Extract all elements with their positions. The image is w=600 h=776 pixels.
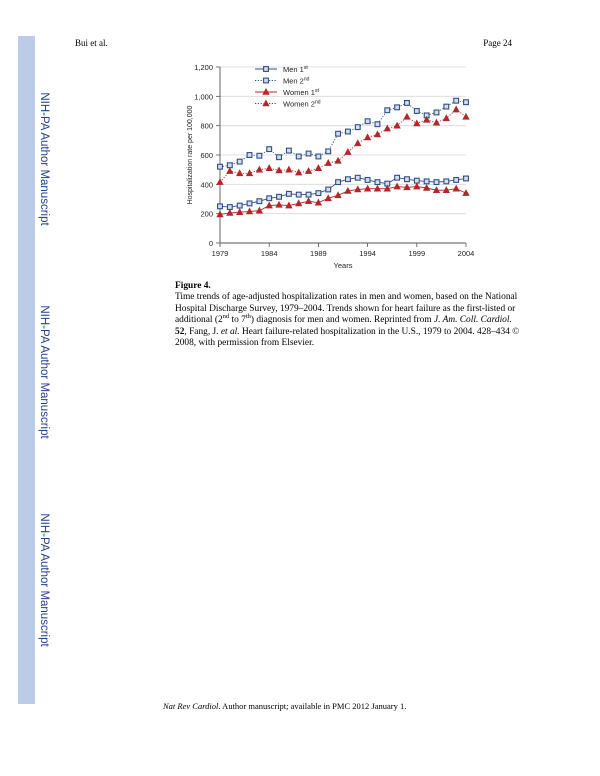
data-point <box>247 201 252 206</box>
data-point <box>336 131 341 136</box>
y-tick-label: 400 <box>200 180 213 190</box>
y-tick-label: 1,200 <box>194 63 213 72</box>
data-point <box>306 198 312 204</box>
series-0 <box>218 175 469 209</box>
data-point <box>375 122 380 127</box>
running-header-authors: Bui et al. <box>75 38 108 48</box>
data-point <box>247 153 252 158</box>
caption-sup: th <box>245 313 251 321</box>
data-point <box>325 160 331 166</box>
x-axis-label: Years <box>333 261 353 270</box>
data-point <box>404 114 410 120</box>
data-point <box>306 168 312 174</box>
volume-number: 52 <box>175 326 185 337</box>
data-point <box>454 98 459 103</box>
footer-journal: Nat Rev Cardiol <box>163 701 219 711</box>
et-al: et al. <box>220 326 240 337</box>
data-point <box>444 104 449 109</box>
caption-text: Time trends of age-adjusted hospitalization rates in men and women, based on the National Hospital Discharge Survey, 1979–2004. Trends shown for heart failure as the first-listed or additional (2 <box>175 292 518 326</box>
sidebar-label: NIH-PA Author Manuscript <box>38 92 50 226</box>
data-point <box>355 175 360 180</box>
data-point <box>256 208 262 214</box>
data-point <box>464 176 469 181</box>
journal-name: J. Am. Coll. Cardiol. <box>433 315 512 326</box>
caption-text: ) diagnosis for men and women. Reprinted from <box>250 315 434 326</box>
data-point <box>276 202 282 208</box>
data-point <box>463 190 469 196</box>
series-layer <box>217 98 469 216</box>
data-point <box>316 191 321 196</box>
data-point <box>277 155 282 160</box>
caption-text: Heart failure-related hospitalization in the U.S., 1979 to 2004. 428–434 © 2008, with permission from Elsevier. <box>175 326 520 349</box>
caption-text: , Fang, J. <box>184 326 221 337</box>
data-point <box>434 110 439 115</box>
series-1 <box>218 98 469 169</box>
data-point <box>286 166 292 172</box>
legend-label: Women 2nd <box>283 99 321 109</box>
data-point <box>463 114 469 120</box>
data-point <box>326 187 331 192</box>
data-point <box>453 106 459 112</box>
data-point <box>414 109 419 114</box>
data-point <box>286 148 291 153</box>
data-point <box>385 108 390 113</box>
data-point <box>346 177 351 182</box>
x-tick-label: 1984 <box>260 249 278 258</box>
data-point <box>355 140 361 146</box>
legend-marker <box>264 78 269 83</box>
data-point <box>433 120 439 126</box>
data-point <box>454 178 459 183</box>
data-point <box>414 178 419 183</box>
page-footer <box>163 701 406 711</box>
series-3 <box>217 106 469 184</box>
data-point <box>336 180 341 185</box>
legend <box>255 65 321 109</box>
y-tick-label: 1,000 <box>194 92 213 102</box>
data-point <box>355 125 360 130</box>
x-tick-label: 1994 <box>359 249 376 258</box>
data-point <box>267 147 272 152</box>
data-point <box>365 134 371 140</box>
data-point <box>453 186 459 192</box>
data-point <box>434 180 439 185</box>
caption-text: to 7 <box>229 315 246 326</box>
data-point <box>395 175 400 180</box>
y-axis-label: Hospitalization rate per 100,000 <box>187 105 194 205</box>
data-point <box>227 205 232 210</box>
data-point <box>315 165 321 171</box>
x-tick-label: 2004 <box>457 249 475 258</box>
y-tick-label: 0 <box>208 239 213 248</box>
data-point <box>316 154 321 159</box>
caption-sup: nd <box>222 313 230 321</box>
x-tick-label: 1989 <box>310 249 327 258</box>
axes <box>194 63 474 258</box>
data-point <box>277 194 282 199</box>
data-point <box>296 154 301 159</box>
data-point <box>375 180 380 185</box>
data-point <box>443 115 449 121</box>
data-point <box>257 153 262 158</box>
data-point <box>227 163 232 168</box>
data-point <box>257 199 262 204</box>
page-number: Page 24 <box>483 38 512 48</box>
data-point <box>346 129 351 134</box>
data-point <box>395 105 400 110</box>
data-point <box>306 151 311 156</box>
data-point <box>218 164 223 169</box>
data-point <box>306 192 311 197</box>
data-point <box>374 131 380 137</box>
y-tick-label: 800 <box>200 121 213 131</box>
data-point <box>296 192 301 197</box>
data-point <box>237 203 242 208</box>
data-point <box>365 119 370 124</box>
data-point <box>365 178 370 183</box>
data-point <box>405 177 410 182</box>
data-point <box>405 101 410 106</box>
y-tick-label: 200 <box>200 209 213 219</box>
data-point <box>218 204 223 209</box>
data-point <box>237 159 242 164</box>
data-point <box>335 192 341 198</box>
data-point <box>326 149 331 154</box>
data-point <box>464 100 469 105</box>
gridlines <box>220 64 466 214</box>
legend-marker <box>264 67 269 72</box>
sidebar-label: NIH-PA Author Manuscript <box>38 513 50 647</box>
series-2 <box>217 183 469 216</box>
nih-sidebar-bar <box>18 36 50 704</box>
footer-text: . Author manuscript; available in PMC 2012 January 1. <box>218 701 407 711</box>
data-point <box>444 179 449 184</box>
legend-label: Men 2nd <box>283 76 310 86</box>
x-tick-label: 1979 <box>211 249 229 258</box>
data-point <box>286 191 291 196</box>
hospitalization-chart <box>168 55 488 275</box>
data-point <box>414 120 420 126</box>
data-point <box>227 168 233 174</box>
data-point <box>266 165 272 171</box>
data-point <box>267 196 272 201</box>
legend-label: Men 1st <box>283 64 308 74</box>
legend-label: Women 1st <box>283 87 319 97</box>
data-point <box>424 179 429 184</box>
x-tick-label: 1999 <box>408 249 426 258</box>
figure-label: Figure 4. <box>175 281 211 291</box>
y-tick-label: 600 <box>200 151 213 160</box>
data-point <box>256 166 262 172</box>
figure-caption <box>175 281 520 349</box>
sidebar-label: NIH-PA Author Manuscript <box>38 305 50 439</box>
